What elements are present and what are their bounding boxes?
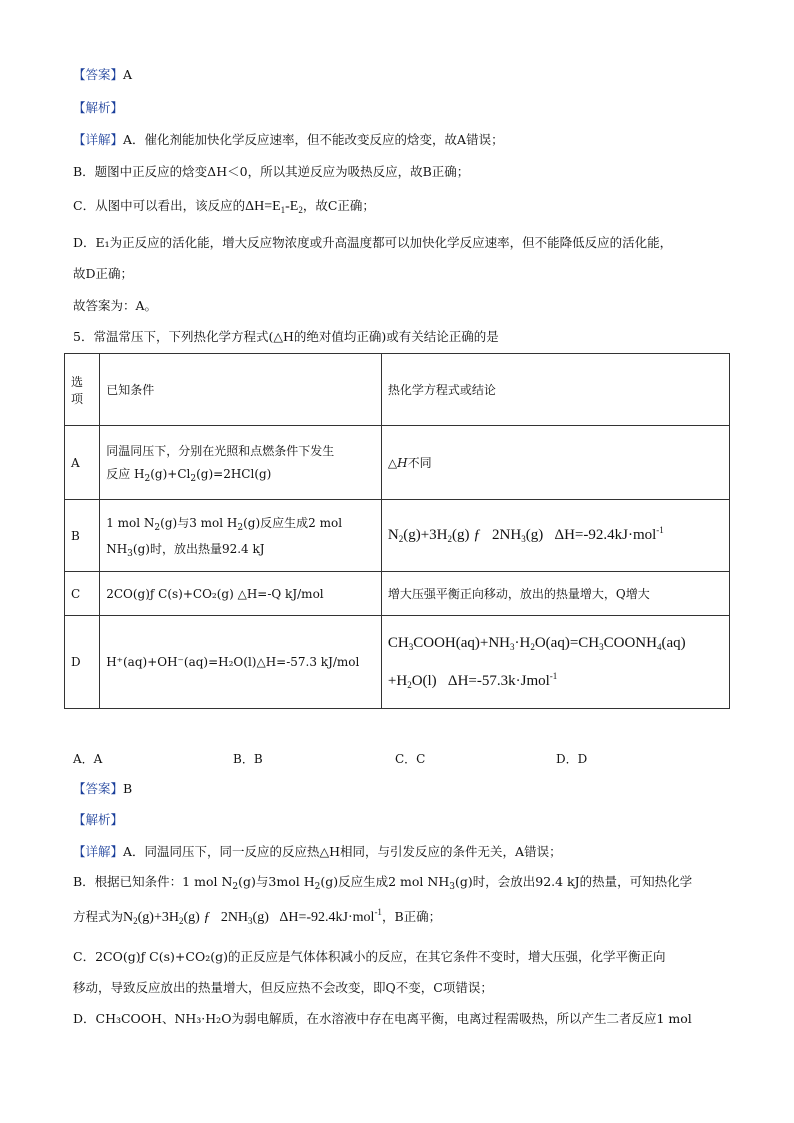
q5-detail-line-c2: 移动，导致反应放出的热量增大，但反应热不会改变，即Q不变，C项错误；	[73, 980, 493, 995]
formula-delta-h: $\Delta H=E_1-E_2$	[245, 199, 303, 215]
header-equation: 热化学方程式或结论	[381, 354, 729, 426]
answer-value: A	[123, 67, 133, 82]
q5-detail-line-c1: C．2CO(g)ƒ C(s)+CO₂(g)的正反应是气体体积减小的反应，在其它条件不变时，增大压强，化学平衡正向	[73, 949, 666, 964]
q4-detail-line-4: D．E₁为正反应的活化能，增大反应物浓度或升高温度都可以加快化学反应速率，但不能降低反应的活化能，	[73, 235, 673, 250]
answer-tag: 【答案】	[73, 67, 124, 82]
option-b: B．B	[233, 752, 263, 766]
q5-answer-line	[73, 780, 132, 798]
option-d: D．D	[556, 752, 588, 766]
row-b-equation: $N_2(g)+3H_2(g)$ ƒ $2NH_3(g)$ ΔH=-92.4kJ·mol$^{-1}$	[381, 500, 729, 572]
q5-detail-line-b1: B．根据已知条件：1 mol $N_2(g)$与3mol $H_2(g)$反应生成2 mol $NH_3(g)$时，会放出92.4 kJ的热量，可知热化学	[73, 874, 693, 892]
option-c: C．C	[395, 752, 426, 766]
q5-detail-line-d1: D．CH₃COOH、NH₃·H₂O为弱电解质，在水溶液中存在电离平衡，电离过程需吸热，所以产生二者反应1 mol	[73, 1011, 692, 1026]
analysis-tag: 【解析】	[73, 100, 124, 115]
row-c-result: 增大压强平衡正向移动，放出的热量增大，Q增大	[381, 572, 729, 616]
formula-nh3: $N_2(g)+3H_2(g)$ ƒ $2NH_3(g)$ ΔH=-92.4kJ·mol$^{-1}$	[123, 907, 382, 926]
table-row-b: B 1 mol $N_2(g)$与3 mol $H_2(g)$反应生成2 mol $NH_3(g)$时，放出热量92.4 kJ $N_2(g)+3H_2(g)$ ƒ $2NH_3(g)$ ΔH=-92.4kJ·mol$^{-1}$	[65, 500, 730, 572]
row-c-condition: 2CO(g)ƒ C(s)+CO₂(g) △H=-Q kJ/mol	[100, 572, 382, 616]
answer-tag: 【答案】	[73, 781, 124, 796]
row-b-condition: 1 mol $N_2(g)$与3 mol $H_2(g)$反应生成2 mol $NH_3(g)$时，放出热量92.4 kJ	[100, 500, 382, 572]
row-d-condition: H⁺(aq)+OH⁻(aq)=H₂O(l)△H=-57.3 kJ/mol	[100, 616, 382, 709]
detail-tag: 【详解】	[73, 844, 124, 859]
q4-conclusion: 故答案为：A。	[73, 298, 158, 313]
q4-analysis-tag	[73, 99, 123, 117]
q5-analysis-tag	[73, 811, 123, 829]
q4-detail-line-2: B．题图中正反应的焓变ΔH＜0，所以其逆反应为吸热反应，故B正确；	[73, 164, 470, 179]
table-header-row	[65, 354, 730, 426]
q5-detail-line-b2: 方程式为$N_2(g)+3H_2(g)$ ƒ $2NH_3(g)$ ΔH=-92.4kJ·mol$^{-1}$，B正确；	[73, 907, 442, 926]
row-a-result: △H不同	[381, 426, 729, 500]
table-row-c: C 2CO(g)ƒ C(s)+CO₂(g) △H=-Q kJ/mol 增大压强平衡正向移动，放出的热量增大，Q增大	[65, 572, 730, 616]
answer-value: B	[123, 781, 133, 796]
q4-detail-line-3: C．从图中可以看出，该反应的$\Delta H=E_1-E_2$，故C正确；	[73, 198, 375, 215]
header-option: 选项	[65, 354, 100, 426]
table-row-d: D H⁺(aq)+OH⁻(aq)=H₂O(l)△H=-57.3 kJ/mol $CH_3COOH(aq)+NH_3\cdot H_2O(aq)=CH_3COONH_4(aq)$ $+H_2O(l)$ ΔH=-57.3k·Jmol$^{-1}$	[65, 616, 730, 709]
q4-detail-line-1: 【详解】A．催化剂能加快化学反应速率，但不能改变反应的焓变，故A错误；	[73, 132, 504, 147]
analysis-tag: 【解析】	[73, 812, 124, 827]
q4-detail-line-5: 故D正确；	[73, 266, 134, 281]
detail-tag: 【详解】	[73, 132, 124, 147]
header-condition: 已知条件	[100, 354, 382, 426]
q4-answer-line	[73, 66, 132, 84]
table-row-a: A 同温同压下，分别在光照和点燃条件下发生 反应 $H_2(g)+Cl_2(g)=2HCl(g)$ △H不同	[65, 426, 730, 500]
row-a-condition: 同温同压下，分别在光照和点燃条件下发生 反应 $H_2(g)+Cl_2(g)=2HCl(g)$	[100, 426, 382, 500]
row-d-equation: $CH_3COOH(aq)+NH_3\cdot H_2O(aq)=CH_3COONH_4(aq)$ $+H_2O(l)$ ΔH=-57.3k·Jmol$^{-1}$	[381, 616, 729, 709]
q5-stem: 5．常温常压下，下列热化学方程式(△H的绝对值均正确)或有关结论正确的是	[73, 329, 499, 344]
q5-detail-line-a: 【详解】A．同温同压下，同一反应的反应热△H相同，与引发反应的条件无关，A错误；	[73, 844, 562, 859]
q5-table	[64, 353, 730, 709]
option-a: A．A	[73, 752, 103, 766]
